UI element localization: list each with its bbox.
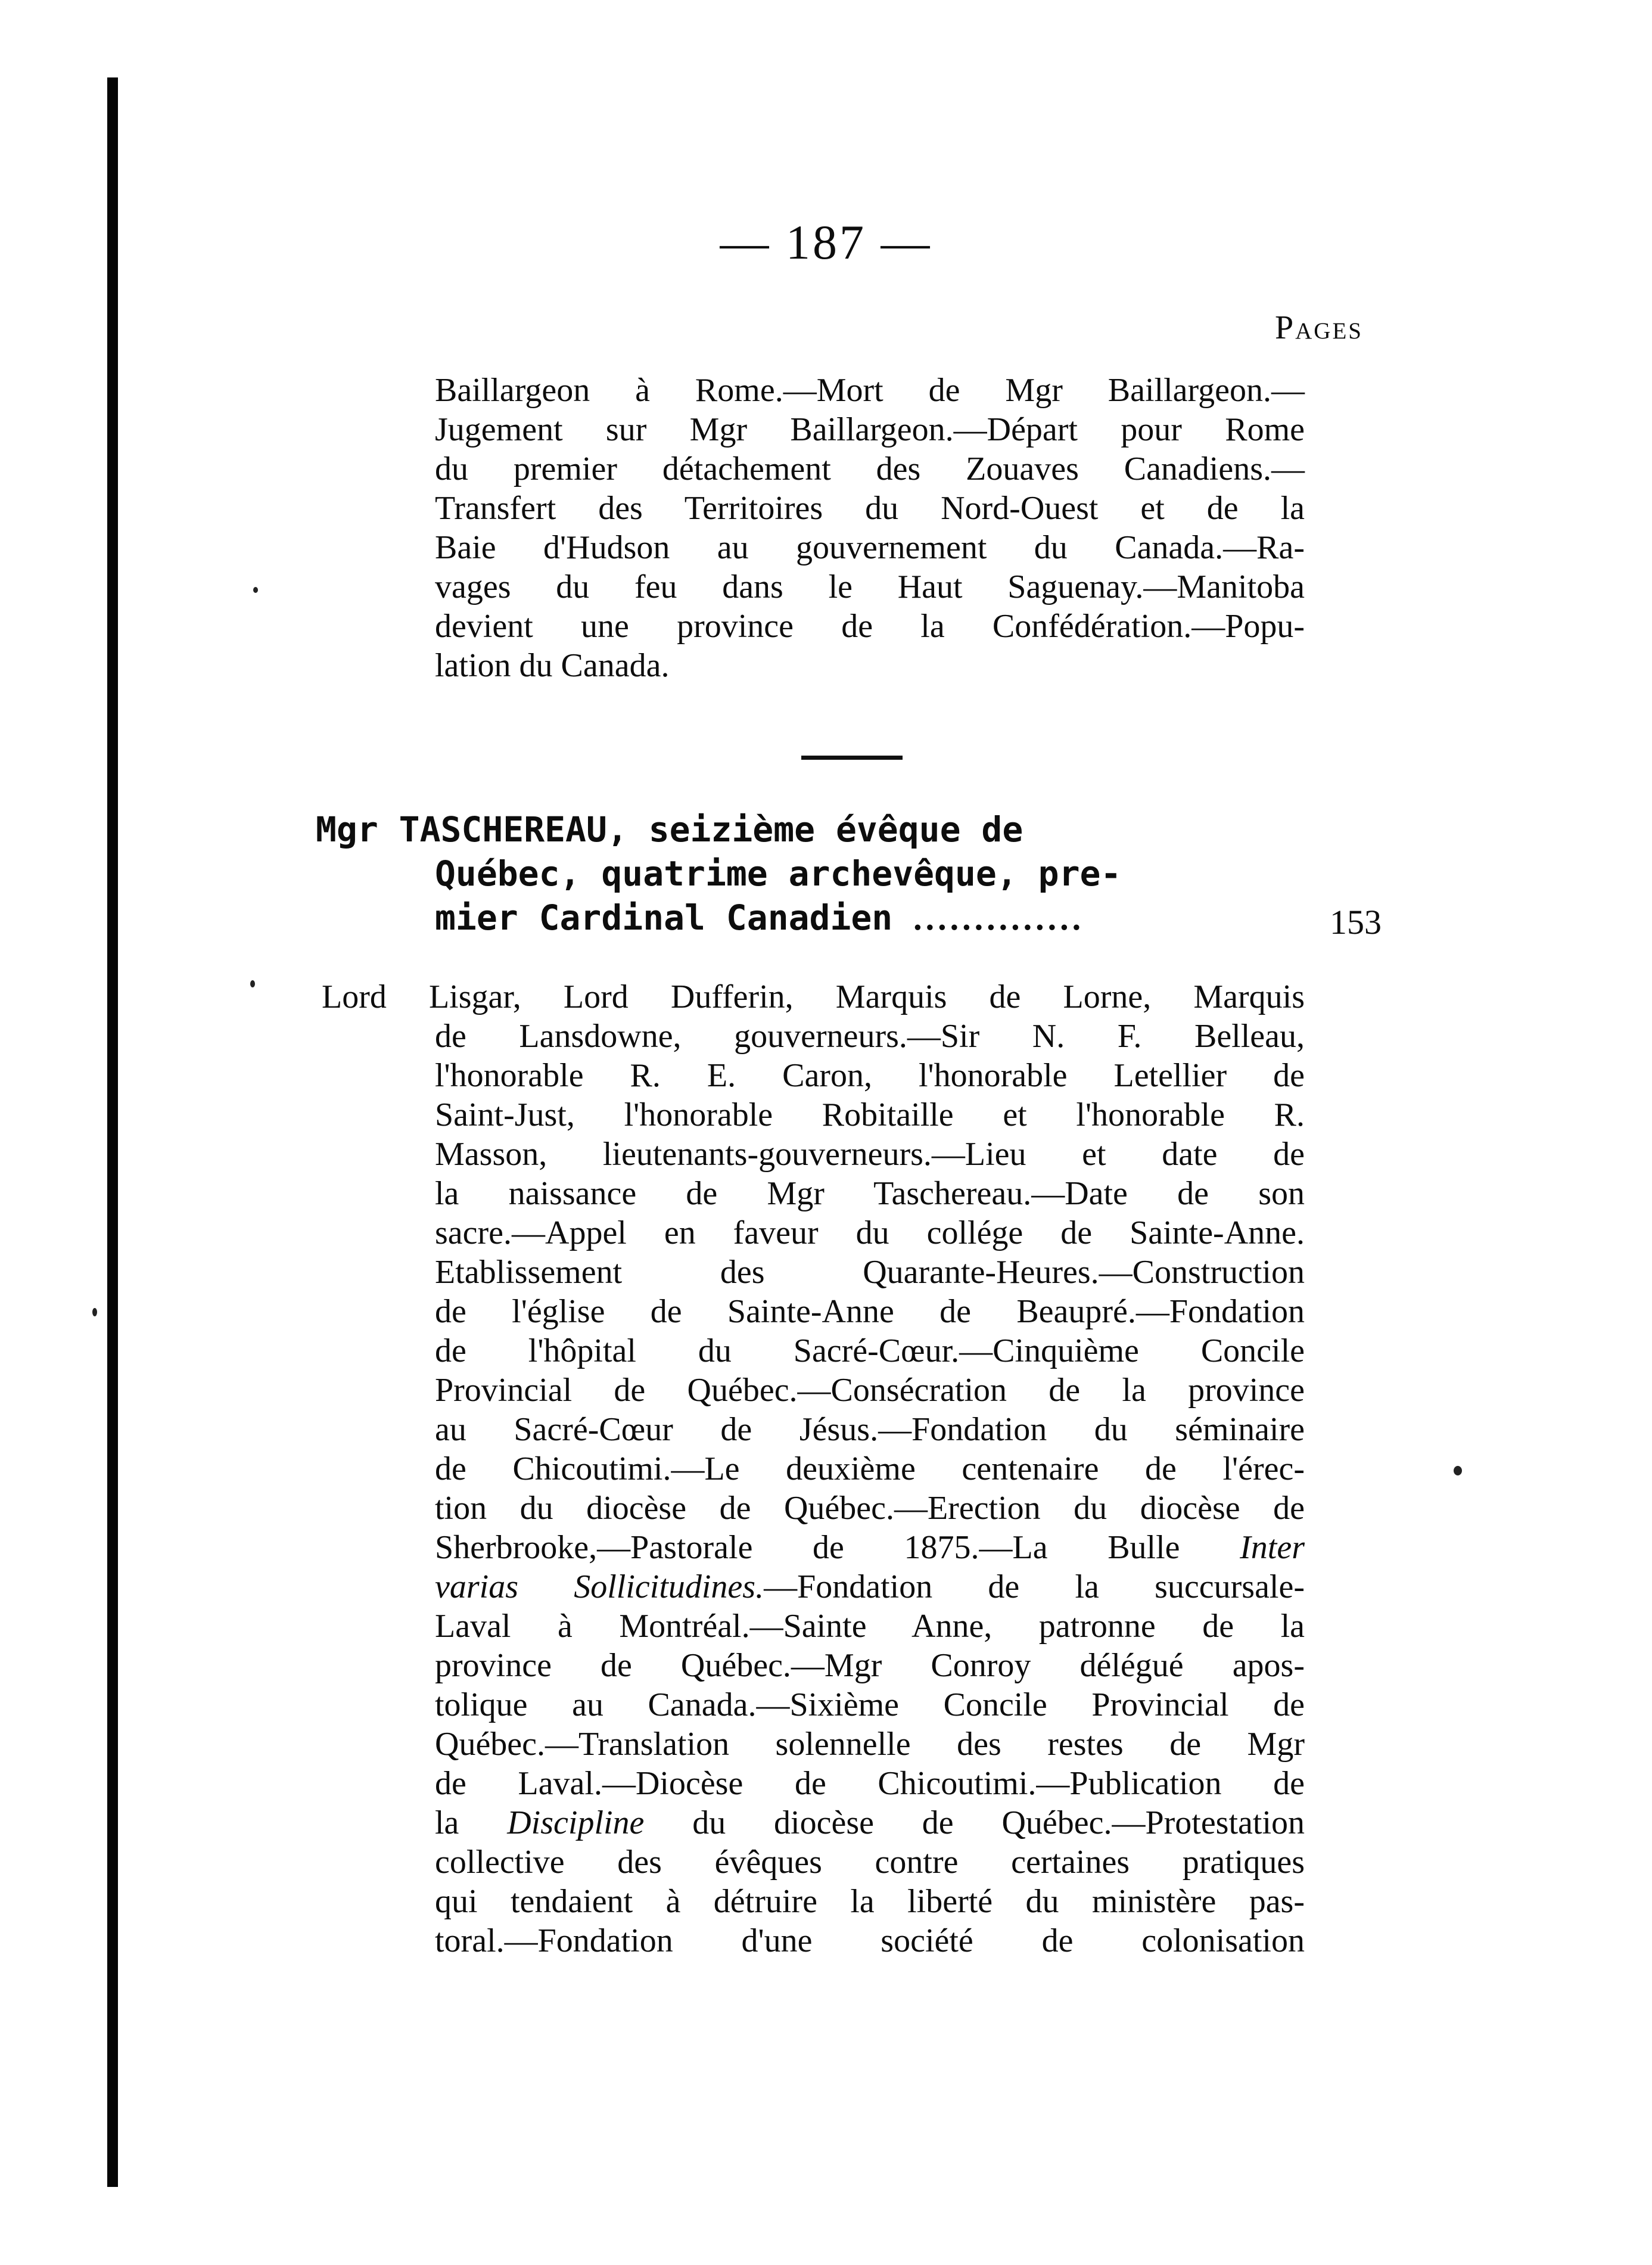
italic-title: Discipline: [507, 1804, 645, 1841]
text-line: de l'église de Sainte-Anne de Beaupré.—Fondation: [435, 1293, 1305, 1330]
heading-line: Mgr TASCHEREAU, seizième évêque de: [316, 809, 1023, 850]
text-line: tion du diocèse de Québec.—Erection du diocèse de: [435, 1490, 1305, 1527]
pages-column-header: Pages: [1275, 309, 1363, 346]
text-line: Laval à Montréal.—Sainte Anne, patronne de la: [435, 1608, 1305, 1645]
text-line: sacre.—Appel en faveur du collége de Sainte-Anne.: [435, 1214, 1305, 1251]
scan-speck: [1454, 1466, 1462, 1475]
heading-line: Québec, quatrime archevêque, pre-: [435, 853, 1122, 894]
text-line: l'honorable R. E. Caron, l'honorable Letellier de: [435, 1057, 1305, 1094]
italic-title: Inter: [1240, 1529, 1305, 1566]
section-body-paragraph: [322, 977, 1305, 1960]
text-line: Jugement sur Mgr Baillargeon.—Départ pour Rome: [435, 411, 1305, 448]
text-line: varias Sollicitudines.—Fondation de la succursale-: [435, 1568, 1305, 1605]
text-line: collective des évêques contre certaines pratiques: [435, 1844, 1305, 1881]
text-line: de Lansdowne, gouverneurs.—Sir N. F. Belleau,: [435, 1018, 1305, 1055]
text-line: Masson, lieutenants-gouverneurs.—Lieu et date de: [435, 1136, 1305, 1173]
heading-page-reference: 153: [1330, 903, 1382, 942]
text-line: Sherbrooke,—Pastorale de 1875.—La Bulle Inter: [435, 1529, 1305, 1566]
text-line: au Sacré-Cœur de Jésus.—Fondation du séminaire: [435, 1411, 1305, 1448]
text-line: la Discipline du diocèse de Québec.—Protestation: [435, 1804, 1305, 1841]
italic-title: varias Sollicitudines.: [435, 1568, 764, 1605]
text-line: Transfert des Territoires du Nord-Ouest et de la: [435, 490, 1305, 527]
text-line: devient une province de la Confédération.—Popu-: [435, 608, 1305, 645]
heading-text: mier Cardinal Canadien: [435, 897, 893, 938]
scan-speck: [250, 980, 255, 987]
heading-line-last: [316, 896, 1305, 940]
text-line: de Chicoutimi.—Le deuxième centenaire de l'érec-: [435, 1450, 1305, 1487]
text-line: du premier détachement des Zouaves Canadiens.—: [435, 450, 1305, 487]
text-line: tolique au Canada.—Sixième Concile Provincial de: [435, 1686, 1305, 1723]
text-line: vages du feu dans le Haut Saguenay.—Manitoba: [435, 568, 1305, 605]
text-line: province de Québec.—Mgr Conroy délégué apos-: [435, 1647, 1305, 1684]
text-line: lation du Canada.: [435, 647, 670, 684]
text-line: Baillargeon à Rome.—Mort de Mgr Baillargeon.—: [435, 372, 1305, 409]
page-binding-edge: [107, 77, 118, 2187]
intro-paragraph: [435, 371, 1305, 685]
page-number: — 187 —: [720, 215, 932, 269]
text-line: Etablissement des Quarante-Heures.—Construction: [435, 1254, 1305, 1291]
text-line: Provincial de Québec.—Consécration de la province: [435, 1372, 1305, 1409]
text-line: Baie d'Hudson au gouvernement du Canada.—Ra-: [435, 529, 1305, 566]
text-line: de l'hôpital du Sacré-Cœur.—Cinquième Concile: [435, 1332, 1305, 1369]
text-line: qui tendaient à détruire la liberté du ministère pas-: [435, 1883, 1305, 1920]
scan-speck: [253, 587, 258, 593]
text-line: Lord Lisgar, Lord Dufferin, Marquis de Lorne, Marquis: [322, 978, 1305, 1015]
text-line: Québec.—Translation solennelle des restes de Mgr: [435, 1726, 1305, 1763]
scan-speck: [92, 1308, 97, 1316]
dot-leader: ..............: [913, 899, 1085, 937]
text-line: Saint-Just, l'honorable Robitaille et l'honorable R.: [435, 1096, 1305, 1133]
text-line: de Laval.—Diocèse de Chicoutimi.—Publication de: [435, 1765, 1305, 1802]
text-line: toral.—Fondation d'une société de colonisation: [435, 1922, 1305, 1959]
section-heading: [316, 807, 1305, 940]
section-divider: [801, 756, 903, 760]
text-line: la naissance de Mgr Taschereau.—Date de son: [435, 1175, 1305, 1212]
